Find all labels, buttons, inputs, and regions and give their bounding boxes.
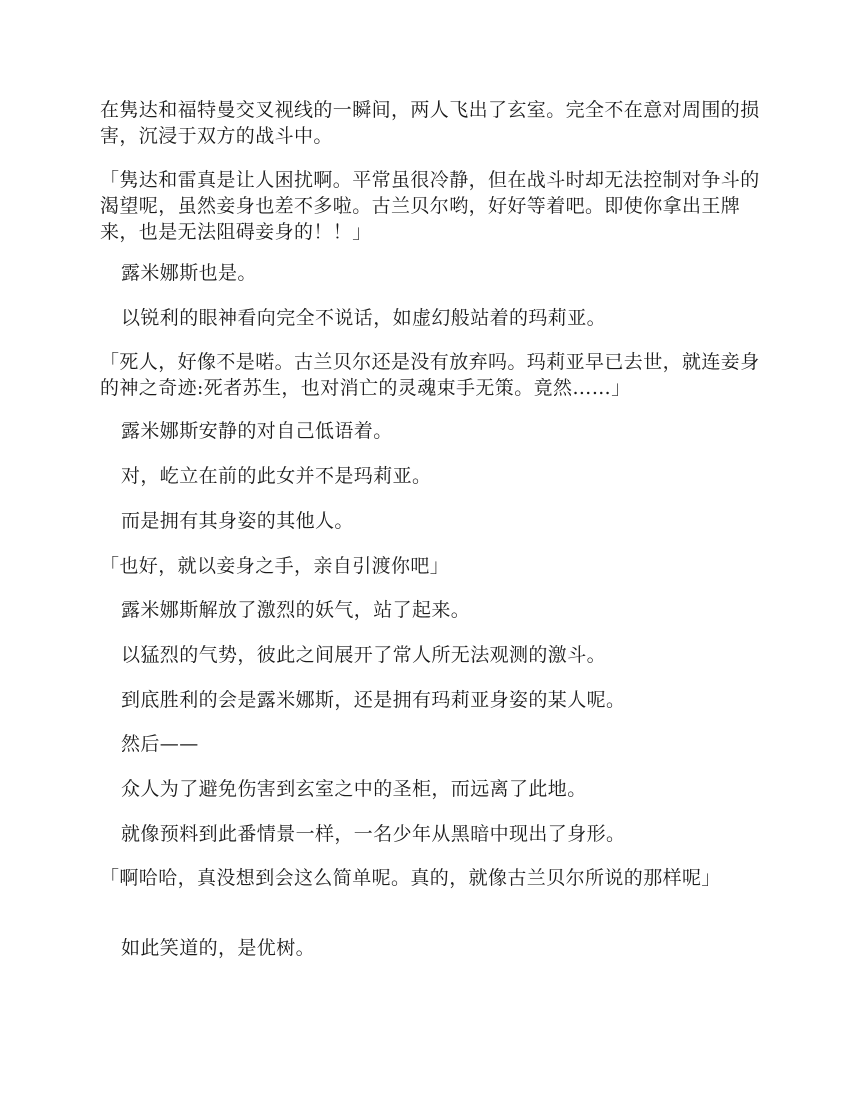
paragraph-dialogue: 「也好，就以妾身之手，亲自引渡你吧」 (100, 555, 450, 577)
paragraph-narration: 如此笑道的，是优树。 (121, 937, 316, 959)
paragraph-narration: 露米娜斯也是。 (121, 262, 257, 284)
paragraph-narration: 然后—— (121, 733, 199, 755)
paragraph-narration: 众人为了避免伤害到玄室之中的圣柜，而远离了此地。 (121, 778, 587, 800)
paragraph-narration: 露米娜斯解放了激烈的妖气，站了起来。 (121, 599, 471, 621)
paragraph-dialogue: 「死人，好像不是喏。古兰贝尔还是没有放弃吗。玛莉亚早已去世，就连妾身的神之奇迹:死者苏生，也对消亡的灵魂束手无策。竟然……」 (100, 351, 760, 399)
paragraph-narration: 露米娜斯安静的对自己低语着。 (121, 420, 393, 442)
paragraph-narration: 到底胜利的会是露米娜斯，还是拥有玛莉亚身姿的某人呢。 (121, 689, 626, 711)
paragraph-narration: 对，屹立在前的此女并不是玛莉亚。 (121, 465, 432, 487)
paragraph-narration: 以猛烈的气势，彼此之间展开了常人所无法观测的激斗。 (121, 644, 607, 666)
paragraph-narration: 以锐利的眼神看向完全不说话，如虚幻般站着的玛莉亚。 (121, 307, 607, 329)
paragraph-narration: 而是拥有其身姿的其他人。 (121, 510, 354, 532)
paragraph-narration: 就像预料到此番情景一样，一名少年从黑暗中现出了身形。 (121, 823, 626, 845)
paragraph-narration: 在隽达和福特曼交叉视线的一瞬间，两人飞出了玄室。完全不在意对周围的损害，沉浸于双方的战斗中。 (100, 99, 760, 147)
paragraph-dialogue: 「啊哈哈，真没想到会这么简单呢。真的，就像古兰贝尔所说的那样呢」 (100, 867, 721, 889)
paragraph-dialogue: 「隽达和雷真是让人困扰啊。平常虽很冷静，但在战斗时却无法控制对争斗的渴望呢，虽然妾身也差不多啦。古兰贝尔哟，好好等着吧。即使你拿出王牌来，也是无法阻碍妾身的！！」 (100, 169, 760, 243)
